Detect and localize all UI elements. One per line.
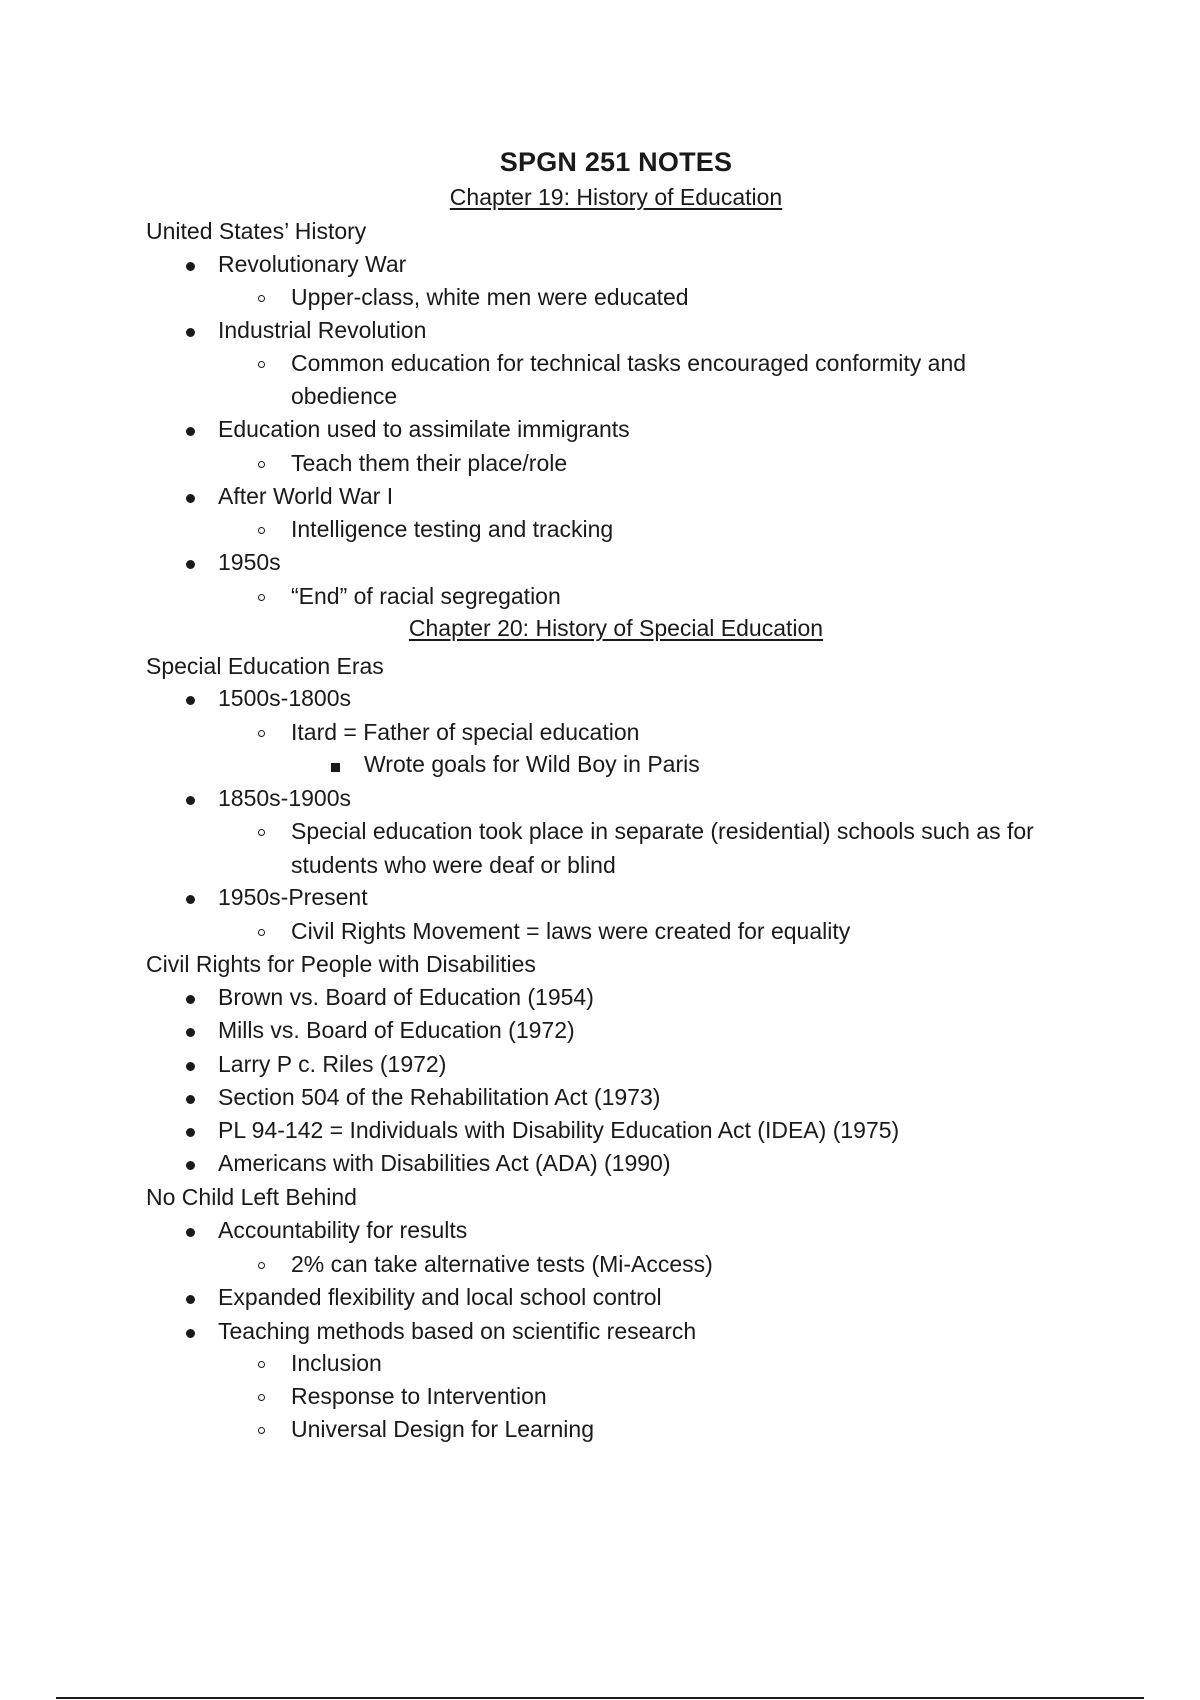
bullet-disc bbox=[186, 328, 195, 337]
list-item: Accountability for results bbox=[218, 1217, 468, 1243]
list-item: Brown vs. Board of Education (1954) bbox=[218, 984, 594, 1010]
sub-list-item: 2% can take alternative tests (Mi-Access) bbox=[291, 1251, 713, 1277]
bullet-disc bbox=[186, 995, 195, 1004]
sub-list-item: “End” of racial segregation bbox=[291, 583, 561, 609]
chapter-19-heading: Chapter 19: History of Education bbox=[449, 184, 783, 210]
section-heading-civil-rights: Civil Rights for People with Disabilities bbox=[146, 951, 536, 977]
bullet-circle bbox=[258, 1394, 265, 1401]
list-item: Americans with Disabilities Act (ADA) (1990) bbox=[218, 1150, 671, 1176]
bullet-disc bbox=[186, 262, 195, 271]
bullet-circle bbox=[258, 527, 265, 534]
bullet-disc bbox=[186, 696, 195, 705]
bullet-circle bbox=[258, 1427, 265, 1434]
section-heading-special-ed-eras: Special Education Eras bbox=[146, 653, 384, 679]
chapter-20-heading: Chapter 20: History of Special Education bbox=[408, 615, 824, 641]
sub-list-item: Civil Rights Movement = laws were created for equality bbox=[291, 918, 851, 944]
sub-list-item: Upper-class, white men were educated bbox=[291, 284, 689, 310]
sub-sub-list-item: Wrote goals for Wild Boy in Paris bbox=[364, 751, 700, 777]
bullet-circle bbox=[258, 1361, 265, 1368]
page-title: SPGN 251 NOTES bbox=[499, 147, 733, 177]
bullet-circle bbox=[258, 361, 265, 368]
bullet-disc bbox=[186, 427, 195, 436]
bullet-circle bbox=[258, 929, 265, 936]
list-item: 1950s-Present bbox=[218, 884, 368, 910]
bullet-disc bbox=[186, 1228, 195, 1237]
list-item: Mills vs. Board of Education (1972) bbox=[218, 1017, 575, 1043]
list-item: After World War I bbox=[218, 483, 394, 509]
list-item: 1850s-1900s bbox=[218, 785, 351, 811]
list-item: Education used to assimilate immigrants bbox=[218, 416, 630, 442]
sub-list-item: Teach them their place/role bbox=[291, 450, 568, 476]
sub-list-item: Response to Intervention bbox=[291, 1383, 547, 1409]
bullet-circle bbox=[258, 730, 265, 737]
list-item: PL 94-142 = Individuals with Disability Education Act (IDEA) (1975) bbox=[218, 1117, 900, 1143]
sub-list-item: Itard = Father of special education bbox=[291, 719, 640, 745]
bullet-disc bbox=[186, 1329, 195, 1338]
sub-list-item: Special education took place in separate (residential) schools such as for bbox=[291, 818, 1034, 844]
bullet-disc bbox=[186, 895, 195, 904]
section-heading-nclb: No Child Left Behind bbox=[146, 1184, 357, 1210]
bullet-disc bbox=[186, 1295, 195, 1304]
list-item: 1950s bbox=[218, 549, 281, 575]
list-item: Larry P c. Riles (1972) bbox=[218, 1051, 447, 1077]
bullet-circle bbox=[258, 461, 265, 468]
list-item: Industrial Revolution bbox=[218, 317, 427, 343]
bullet-disc bbox=[186, 1161, 195, 1170]
bullet-disc bbox=[186, 494, 195, 503]
sub-list-item-continuation: students who were deaf or blind bbox=[291, 852, 616, 878]
bullet-circle bbox=[258, 829, 265, 836]
bullet-circle bbox=[258, 295, 265, 302]
list-item: Section 504 of the Rehabilitation Act (1973) bbox=[218, 1084, 661, 1110]
sub-list-item: Inclusion bbox=[291, 1350, 382, 1376]
list-item: Teaching methods based on scientific research bbox=[218, 1318, 697, 1344]
sub-list-item: Universal Design for Learning bbox=[291, 1416, 594, 1442]
page-bottom-rule bbox=[56, 1697, 1144, 1699]
sub-list-item: Intelligence testing and tracking bbox=[291, 516, 614, 542]
bullet-circle bbox=[258, 594, 265, 601]
bullet-square bbox=[331, 763, 340, 772]
sub-list-item-continuation: obedience bbox=[291, 383, 398, 409]
bullet-circle bbox=[258, 1262, 265, 1269]
bullet-disc bbox=[186, 1028, 195, 1037]
list-item: 1500s-1800s bbox=[218, 685, 351, 711]
list-item: Revolutionary War bbox=[218, 251, 407, 277]
bullet-disc bbox=[186, 560, 195, 569]
bullet-disc bbox=[186, 1128, 195, 1137]
list-item: Expanded flexibility and local school control bbox=[218, 1284, 662, 1310]
bullet-disc bbox=[186, 796, 195, 805]
sub-list-item: Common education for technical tasks encouraged conformity and bbox=[291, 350, 967, 376]
bullet-disc bbox=[186, 1095, 195, 1104]
bullet-disc bbox=[186, 1062, 195, 1071]
section-heading-us-history: United States’ History bbox=[146, 218, 367, 244]
